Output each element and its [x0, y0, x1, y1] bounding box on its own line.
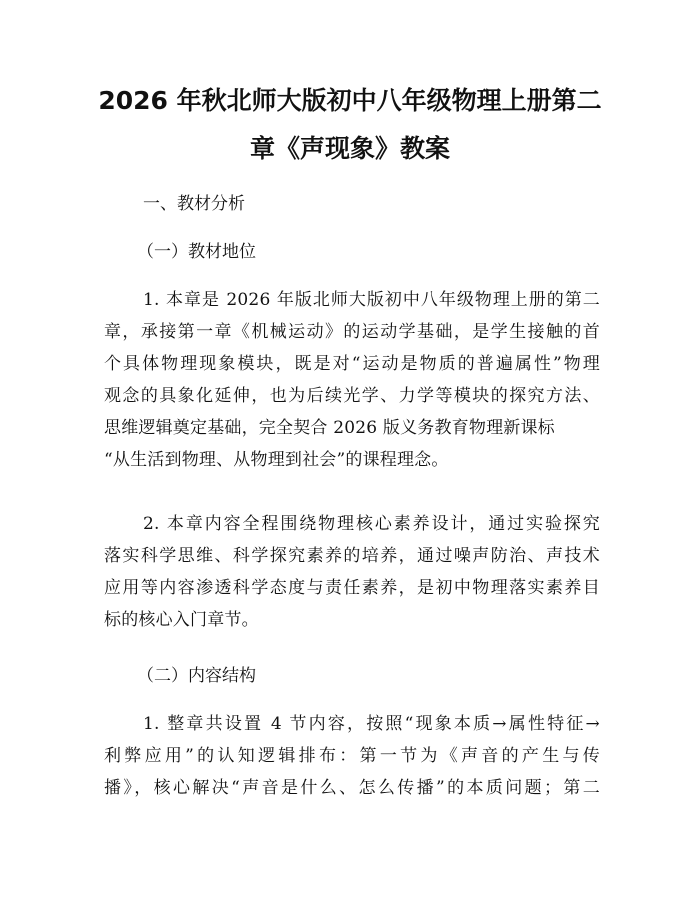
paragraph-1-line-1: 1. 本章是 2026 年版北师大版初中八年级物理上册的第二	[143, 290, 600, 310]
paragraph-1-line-3: 个具体物理现象模块，既是对“运动是物质的普遍属性”物理	[104, 354, 600, 374]
paragraph-2-line-1: 2. 本章内容全程围绕物理核心素养设计，通过实验探究	[143, 514, 600, 534]
paragraph-2-line-2: 落实科学思维、科学探究素养的培养，通过噪声防治、声技术	[104, 546, 600, 566]
paragraph-3-line-1: 1. 整章共设置 4 节内容，按照“现象本质→属性特征→	[143, 714, 600, 734]
subsection-heading-content-structure: （二）内容结构	[137, 666, 256, 686]
document-title-line-2: 章《声现象》教案	[249, 134, 450, 163]
paragraph-1-line-5: 思维逻辑奠定基础，完全契合 2026 版义务教育物理新课标	[104, 418, 555, 438]
paragraph-1-line-6: “从生活到物理、从物理到社会”的课程理念。	[104, 450, 449, 470]
section-heading-textbook-analysis: 一、教材分析	[143, 194, 245, 214]
paragraph-2-line-4: 标的核心入门章节。	[104, 610, 259, 630]
subsection-heading-textbook-position: （一）教材地位	[137, 242, 256, 262]
paragraph-1-line-4: 观念的具象化延伸，也为后续光学、力学等模块的探究方法、	[104, 386, 600, 406]
paragraph-2-line-3: 应用等内容渗透科学态度与责任素养，是初中物理落实素养目	[104, 578, 600, 598]
paragraph-3-line-2: 利弊应用”的认知逻辑排布：第一节为《声音的产生与传	[104, 746, 600, 766]
paragraph-1-line-2: 章，承接第一章《机械运动》的运动学基础，是学生接触的首	[104, 322, 600, 342]
document-title-line-1: 2026 年秋北师大版初中八年级物理上册第二	[98, 86, 602, 115]
paragraph-3-line-3: 播》，核心解决“声音是什么、怎么传播”的本质问题；第二	[104, 778, 600, 798]
